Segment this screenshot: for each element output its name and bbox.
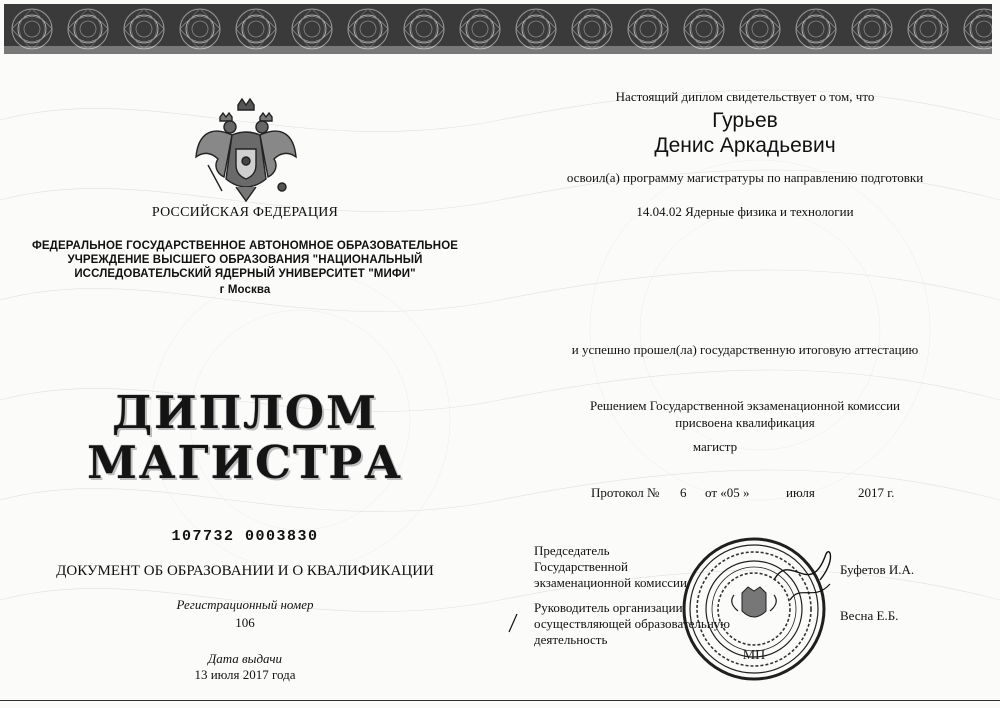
chair-name: Буфетов И.А. (840, 562, 915, 577)
signature-icon (770, 540, 840, 610)
seal-center-text: МП (742, 648, 766, 663)
attestation-text: и успешно прошел(ла) государственную итоговую аттестацию (571, 342, 919, 357)
program-mastered-text: освоил(а) программу магистратуры по направлению подготовки (566, 170, 924, 185)
chair-title-line-1: Председатель (534, 543, 610, 558)
institution-line-2: УЧРЕЖДЕНИЕ ВЫСШЕГО ОБРАЗОВАНИЯ "НАЦИОНАЛЬНЫЙ (67, 254, 423, 266)
head-title-line-3: деятельность (534, 632, 608, 647)
diploma-title-line-2: МАГИСТРА (87, 436, 403, 489)
program-name: 14.04.02 Ядерные физика и технологии (636, 204, 854, 219)
registration-number: 106 (235, 615, 255, 630)
protocol-month: июля (786, 485, 815, 500)
issue-date: 13 июля 2017 года (194, 667, 296, 682)
diploma-title-line-1: ДИПЛОМ (112, 386, 378, 439)
qualification: магистр (692, 439, 738, 454)
commission-decision-line-2: присвоена квалификация (675, 415, 815, 430)
intro-text: Настоящий диплом свидетельствует о том, что (615, 89, 875, 104)
protocol-day: от «05 » (705, 485, 750, 500)
graduate-given-names: Денис Аркадьевич (654, 134, 836, 157)
chair-title-line-3: экзаменационной комиссии (534, 575, 687, 590)
head-title-line-1: Руководитель организации, (534, 600, 686, 615)
commission-decision-line-1: Решением Государственной экзаменационной комиссии (590, 398, 900, 413)
registration-number-label: Регистрационный номер (176, 597, 314, 612)
protocol-year: 2017 г. (858, 485, 895, 500)
graduate-surname: Гурьев (712, 109, 778, 132)
signature-mark-icon (506, 612, 520, 634)
head-name: Весна Е.Б. (840, 608, 899, 623)
head-title-line-2: осуществляющей образовательную (534, 616, 730, 631)
institution-city: г Москва (219, 284, 271, 296)
protocol-number: 6 (680, 485, 687, 500)
document-type: ДОКУМЕНТ ОБ ОБРАЗОВАНИИ И О КВАЛИФИКАЦИИ (56, 563, 434, 579)
protocol-label: Протокол № (591, 485, 660, 500)
issue-date-label: Дата выдачи (207, 651, 283, 666)
institution-line-3: ИССЛЕДОВАТЕЛЬСКИЙ ЯДЕРНЫЙ УНИВЕРСИТЕТ "МИФИ" (74, 268, 416, 280)
bottom-border (0, 700, 1000, 701)
serial-number: 107732 0003830 (171, 528, 319, 545)
chair-title-line-2: Государственной (534, 559, 629, 574)
coat-of-arms-icon (190, 95, 302, 207)
institution-line-1: ФЕДЕРАЛЬНОЕ ГОСУДАРСТВЕННОЕ АВТОНОМНОЕ ОБРАЗОВАТЕЛЬНОЕ (31, 240, 459, 252)
ornamental-top-band (4, 4, 992, 54)
country-name: РОССИЙСКАЯ ФЕДЕРАЦИЯ (151, 205, 339, 220)
